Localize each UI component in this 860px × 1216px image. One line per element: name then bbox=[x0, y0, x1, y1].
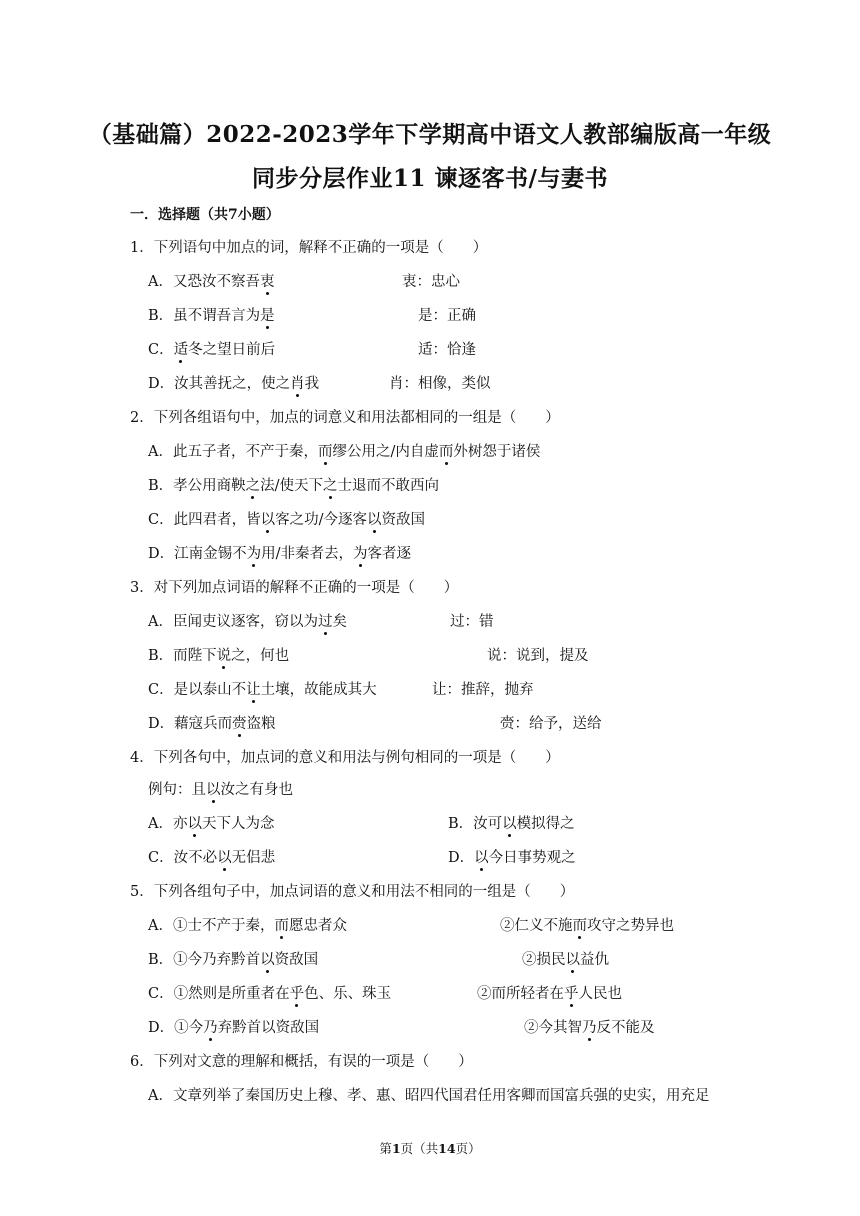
question-2-stem: 2．下列各组语句中，加点的词意义和用法都相同的一组是（ ） bbox=[130, 410, 560, 426]
question-6-stem: 6．下列对文意的理解和概括，有误的一项是（ ） bbox=[130, 1054, 473, 1070]
question-4-stem: 4．下列各句中，加点词的意义和用法与例句相同的一项是（ ） bbox=[130, 750, 560, 766]
question-2-option-b: B．孝公用商鞅之法/使天下之士退而不敢西向 bbox=[148, 478, 440, 494]
document-title-line-1: （基础篇）2022-2023学年下学期高中语文人教部编版高一年级 bbox=[88, 121, 772, 148]
question-2-option-d: D．江南金锡不为用/非秦者去，为客者逐 bbox=[148, 546, 412, 562]
question-3-option-c: C．是以泰山不让土壤，故能成其大 bbox=[148, 682, 377, 698]
page-total: 14 bbox=[438, 1141, 456, 1156]
question-5-option-c-second: ②而所轻者在乎人民也 bbox=[477, 986, 622, 1002]
question-3-option-b-gloss: 说：说到，提及 bbox=[487, 648, 589, 664]
question-4-option-b: B．汝可以模拟得之 bbox=[448, 816, 575, 832]
page-footer: 第1页（共14页） bbox=[379, 1141, 481, 1156]
question-1-option-a: A．又恐汝不察吾衷 bbox=[148, 274, 275, 290]
question-6-option-a: A．文章列举了秦国历史上穆、孝、惠、昭四代国君任用客卿而国富兵强的史实，用充足 bbox=[148, 1088, 710, 1104]
question-3-option-c-gloss: 让：推辞，抛弃 bbox=[432, 682, 534, 698]
question-3-option-d: D．藉寇兵而赍盗粮 bbox=[148, 716, 276, 732]
page-number: 1 bbox=[391, 1141, 401, 1156]
question-4-option-a: A．亦以天下人为念 bbox=[148, 816, 275, 832]
question-2-option-c: C．此四君者，皆以客之功/今逐客以资敌国 bbox=[148, 512, 425, 528]
question-1-option-d: D．汝其善抚之，使之肖我 bbox=[148, 376, 320, 392]
question-3-option-d-gloss: 赍：给予，送给 bbox=[500, 716, 602, 732]
question-1-option-d-gloss: 肖：相像，类似 bbox=[389, 376, 491, 392]
question-4-example: 例句：且以汝之有身也 bbox=[148, 782, 293, 798]
question-5-option-b-first: B．①今乃弃黔首以资敌国 bbox=[148, 952, 319, 968]
question-5-option-a-first: A．①士不产于秦，而愿忠者众 bbox=[148, 918, 347, 934]
question-5-option-b-second: ②损民以益仇 bbox=[522, 952, 609, 968]
question-2-option-a: A．此五子者，不产于秦，而缪公用之/内自虚而外树怨于诸侯 bbox=[148, 444, 541, 460]
question-5-option-d-first: D．①今乃弃黔首以资敌国 bbox=[148, 1020, 320, 1036]
section-heading: 一．选择题（共7小题） bbox=[130, 207, 280, 223]
question-5-option-c-first: C．①然则是所重者在乎色、乐、珠玉 bbox=[148, 986, 392, 1002]
question-3-stem: 3．对下列加点词语的解释不正确的一项是（ ） bbox=[130, 580, 459, 596]
question-1-option-c-gloss: 适：恰逢 bbox=[418, 342, 476, 358]
question-3-option-b: B．而陛下说之，何也 bbox=[148, 648, 290, 664]
question-3-option-a: A．臣闻吏议逐客，窃以为过矣 bbox=[148, 614, 347, 630]
question-1-option-b-gloss: 是：正确 bbox=[418, 308, 476, 324]
question-1-option-c: C．适冬之望日前后 bbox=[148, 342, 276, 358]
question-1-option-b: B．虽不谓吾言为是 bbox=[148, 308, 275, 324]
question-1-option-a-gloss: 衷：忠心 bbox=[402, 274, 460, 290]
question-3-option-a-gloss: 过：错 bbox=[450, 614, 494, 630]
document-title-line-2: 同步分层作业11 谏逐客书/与妻书 bbox=[252, 165, 608, 192]
question-5-option-d-second: ②今其智乃反不能及 bbox=[524, 1020, 655, 1036]
question-1-stem: 1．下列语句中加点的词，解释不正确的一项是（ ） bbox=[130, 240, 488, 256]
question-5-stem: 5．下列各组句子中，加点词语的意义和用法不相同的一组是（ ） bbox=[130, 884, 575, 900]
question-4-option-d: D．以今日事势观之 bbox=[448, 850, 576, 866]
question-4-option-c: C．汝不必以无侣悲 bbox=[148, 850, 276, 866]
question-5-option-a-second: ②仁义不施而攻守之势异也 bbox=[500, 918, 674, 934]
